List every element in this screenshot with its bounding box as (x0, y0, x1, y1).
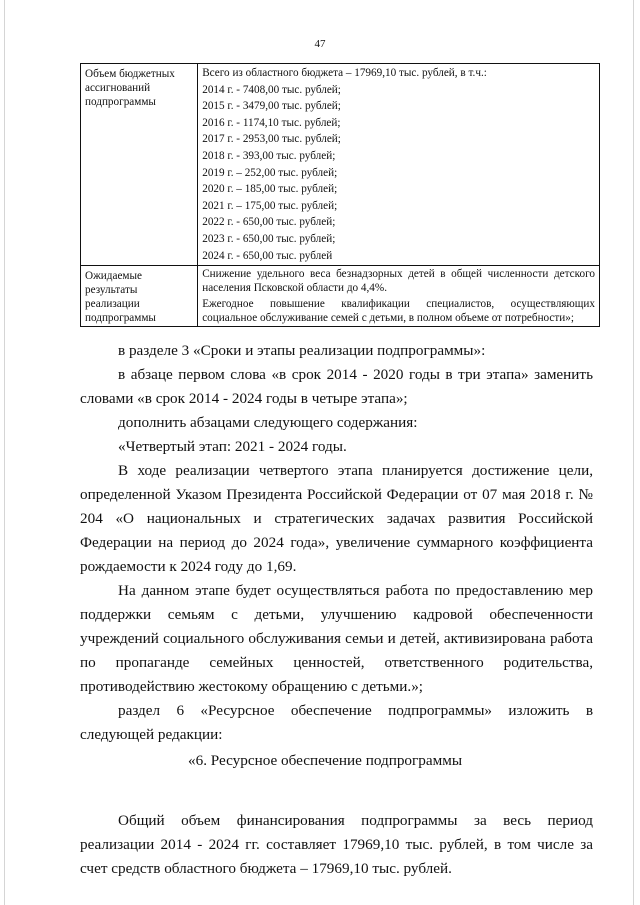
body-paragraph: «Четвертый этап: 2021 - 2024 годы. (118, 438, 347, 455)
budget-year-line: 2024 г. - 650,00 тыс. рублей (202, 249, 333, 262)
budget-year-line: 2018 г. - 393,00 тыс. рублей; (202, 149, 336, 162)
results-row (81, 266, 600, 327)
subprogram-passport-table (80, 63, 600, 327)
budget-year-line: 2014 г. - 7408,00 тыс. рублей; (202, 83, 341, 96)
page-number: 47 (314, 38, 326, 50)
result-item: Ежегодное повышение квалификации специалистов, осуществляющих социальное обслуживание семей с детьми, в полном объеме от потребности»; (202, 298, 595, 324)
budget-row (81, 64, 600, 266)
result-item: Снижение удельного веса безнадзорных детей в общей численности детского населения Псковской области до 4,4%. (202, 268, 595, 294)
body-paragraph: раздел 6 «Ресурсное обеспечение подпрограммы» изложить в следующей редакции: (80, 702, 593, 743)
body-paragraph: в разделе 3 «Сроки и этапы реализации подпрограммы»: (118, 342, 486, 359)
budget-year-line: 2017 г. - 2953,00 тыс. рублей; (202, 133, 341, 146)
budget-content (198, 64, 600, 266)
results-label: Ожидаемые результаты реализации подпрограммы (81, 266, 198, 327)
section-heading: «6. Ресурсное обеспечение подпрограммы (188, 752, 463, 769)
budget-year-line: 2016 г. - 1174,10 тыс. рублей; (202, 116, 341, 129)
body-paragraph: в абзаце первом слова «в срок 2014 - 2020 годы в три этапа» заменить словами «в срок 2014 - 2024 годы в четыре этапа»; (80, 366, 593, 407)
scan-right-edge-line (633, 0, 634, 905)
final-paragraph: Общий объем финансирования подпрограммы за весь период реализации 2014 - 2024 гг. составляет 17969,10 тыс. рублей, в том числе за счет средств областного бюджета – 17969,10 тыс. рублей. (80, 812, 593, 877)
budget-total-line: Всего из областного бюджета – 17969,10 тыс. рублей, в т.ч.: (202, 67, 487, 79)
budget-year-line: 2021 г. – 175,00 тыс. рублей; (202, 199, 338, 212)
results-content (198, 266, 600, 327)
budget-label: Объем бюджетных ассигнований подпрограммы (81, 64, 198, 266)
document-body (80, 339, 593, 881)
body-paragraph: На данном этапе будет осуществляться работа по предоставлению мер поддержки семьям с детьми, улучшению кадровой обеспеченности учреждений социального обслуживания семьи и детей, активизирована работа по пропаганде семейных ценностей, ответственного родительства, противодействию жестокому обращению с детьми.»; (80, 582, 593, 695)
budget-year-line: 2020 г. – 185,00 тыс. рублей; (202, 183, 338, 196)
budget-year-line: 2022 г. - 650,00 тыс. рублей; (202, 216, 336, 229)
budget-year-line: 2019 г. – 252,00 тыс. рублей; (202, 166, 338, 179)
body-paragraph: В ходе реализации четвертого этапа планируется достижение цели, определенной Указом Президента Российской Федерации от 07 мая 2018 г. № 204 «О национальных и стратегических задачах развития Российской Федерации на период до 2024 года», увеличение суммарного коэффициента рождаемости к 2024 году до 1,69. (80, 462, 593, 575)
scan-left-edge-line (4, 0, 5, 905)
body-paragraph: дополнить абзацами следующего содержания: (118, 414, 418, 431)
budget-year-line: 2023 г. - 650,00 тыс. рублей; (202, 232, 336, 245)
budget-year-line: 2015 г. - 3479,00 тыс. рублей; (202, 100, 341, 113)
